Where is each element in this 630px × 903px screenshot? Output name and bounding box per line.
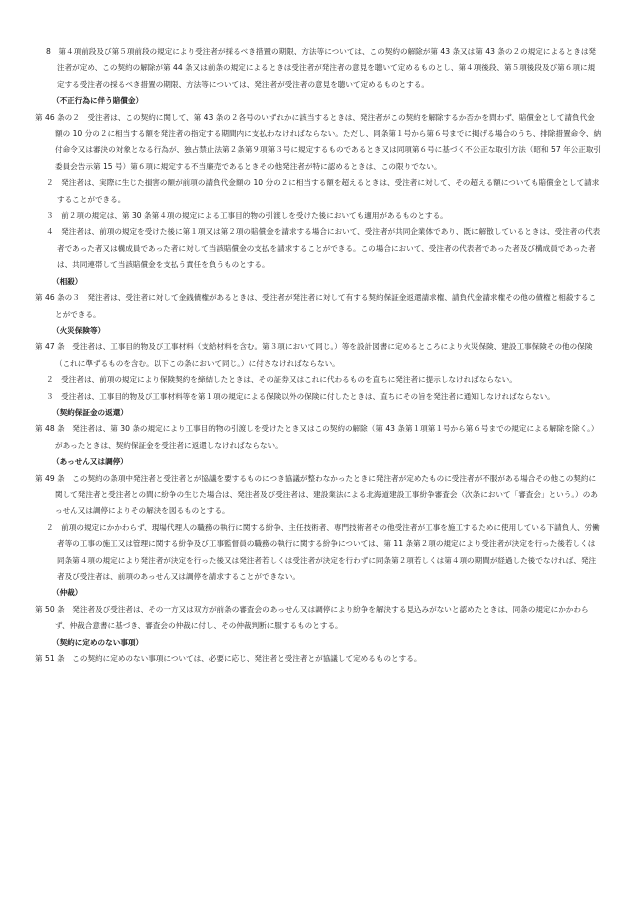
heading-fusei-koui: （不正行為に伴う賠償金） xyxy=(52,96,144,106)
article-49: 第 49 条 この契約の条項中発注者と受注者とが協議を要するものにつき協議が整わなかったときに発注者が定めたものに受注者が不服がある場合その他この契約に関して発注者と受注者との間に紛争の生じた場合は、発注者及び受注者は、建設業法による北海道建設工事紛争審査会（次条において「審査会」という。）のあっせん又は調停によりその解決を図るものとする。 xyxy=(35,473,598,516)
article-47-paragraph-3: ３ 受注者は、工事目的物及び工事材料等を第１項の規定による保険以外の保険に付したときは、直ちにその旨を発注者に通知しなければならない。 xyxy=(46,391,555,401)
article-50: 第 50 条 発注者及び受注者は、その一方又は双方が前条の審査会のあっせん又は調停により紛争を解決する見込みがないと認めたときは、同条の規定にかかわらず、仲裁合意書に基づき、審査会の仲裁に付し、その仲裁判断に服するものとする。 xyxy=(35,604,589,631)
article-47: 第 47 条 受注者は、工事目的物及び工事材料（支給材料を含む。第３項において同じ。）等を設計図書に定めるところにより火災保険、建設工事保険その他の保険（これに準ずるものを含む。以下この条において同じ。）に付さなければならない。 xyxy=(35,342,593,368)
heading-keiyaku-hoshoukin: （契約保証金の返還） xyxy=(52,407,128,417)
heading-kasai-hoken: （火災保険等） xyxy=(52,325,106,335)
heading-chuusai: （仲裁） xyxy=(52,588,83,598)
article-47-paragraph-2: ２ 受注者は、前項の規定により保険契約を締結したときは、その証券又はこれに代わるものを直ちに発注者に提示しなければならない。 xyxy=(46,375,517,385)
article-46-2-paragraph-4: ４ 発注者は、前項の規定を受けた後に第１項又は第２項の賠償金を請求する場合において、受注者が共同企業体であり、既に解散しているときは、受注者の代表者であった者又は構成員であった者に対して当該賠償金の支払を請求することができる。この場合において、受注者の代表者であった者及び構成員であった者は、共同連帯して当該賠償金を支払う責任を負うものとする。 xyxy=(46,227,601,270)
article-46-2: 第 46 条の２ 受注者は、この契約に関して、第 43 条の２各号のいずれかに該当するときは、発注者がこの契約を解除するか否かを問わず、賠償金として請負代金額の 10 分の２に相当する額を発注者の指定する期間内に支払わなければならない。ただし、同条第１号から第６号までに掲げる場合のうち、排除措置命令、納付命令又は審決の対象となる行為が、独占禁止法第２条第９項第３号に規定するものであるとき又は同項第６号に基づく不公正な取引方法（昭和 57 年公正取引委員会告示第 15 号）第６項に規定する不当廉売であるときその他発注者が特に認めるときは、この限りでない。 xyxy=(35,112,602,171)
article-51: 第 51 条 この契約に定めのない事項については、必要に応じ、発注者と受注者とが協議して定めるものとする。 xyxy=(35,654,422,664)
article-49-paragraph-2: ２ 前項の規定にかかわらず、現場代理人の職務の執行に関する紛争、主任技術者、専門技術者その他受注者が工事を施工するために使用している下請負人、労働者等の工事の施工又は管理に関する紛争及び工事監督員の職務の執行に関する紛争については、第 11 条第２項の規定により受注者が決定を行った後若しくは同条第４項の規定により発注者が決定を行った後又は発注者若しくは受注者が決定を行わずに同条第２項若しくは第４項の期間が経過した後でなければ、発注者及び受注者は、前項のあっせん又は調停を請求することができない。 xyxy=(46,522,600,581)
paragraph-8: 8 第４項前段及び第５項前段の規定により受注者が採るべき措置の期限、方法等については、この契約の解除が第 43 条又は第 43 条の２の規定によるときは発注者が定め、この契約の解除が第 44 条又は前条の規定によるときは受注者が発注者の意見を聴いて定めるものとし、第４項後段、第５項後段及び第６項に規定する受注者の採るべき措置の期限、方法等については、発注者が受注者の意見を聴いて定めるものとする。 xyxy=(46,47,597,89)
heading-sadame-nai-jikou: （契約に定めのない事項） xyxy=(52,637,144,647)
heading-assen-choutei: （あっせん又は調停） xyxy=(52,457,128,467)
heading-sousai: （相殺） xyxy=(52,276,83,286)
article-46-2-paragraph-3: ３ 前２項の規定は、第 30 条第４項の規定による工事目的物の引渡しを受けた後においても適用があるものとする。 xyxy=(46,211,448,221)
article-46-2-paragraph-2: ２ 発注者は、実際に生じた損害の額が前項の請負代金額の 10 分の２に相当する額を超えるときは、受注者に対して、その超える額についても賠償金として請求することができる。 xyxy=(46,178,600,204)
article-46-3: 第 46 条の３ 発注者は、受注者に対して金銭債権があるときは、受注者が発注者に対して有する契約保証金返還請求権、請負代金請求権その他の債権と相殺することができる。 xyxy=(35,293,597,319)
article-48: 第 48 条 発注者は、第 30 条の規定により工事目的物の引渡しを受けたとき又はこの契約の解除（第 43 条第１項第１号から第６号までの規定による解除を除く。）があったときは、契約保証金を受注者に返還しなければならない。 xyxy=(35,424,599,450)
